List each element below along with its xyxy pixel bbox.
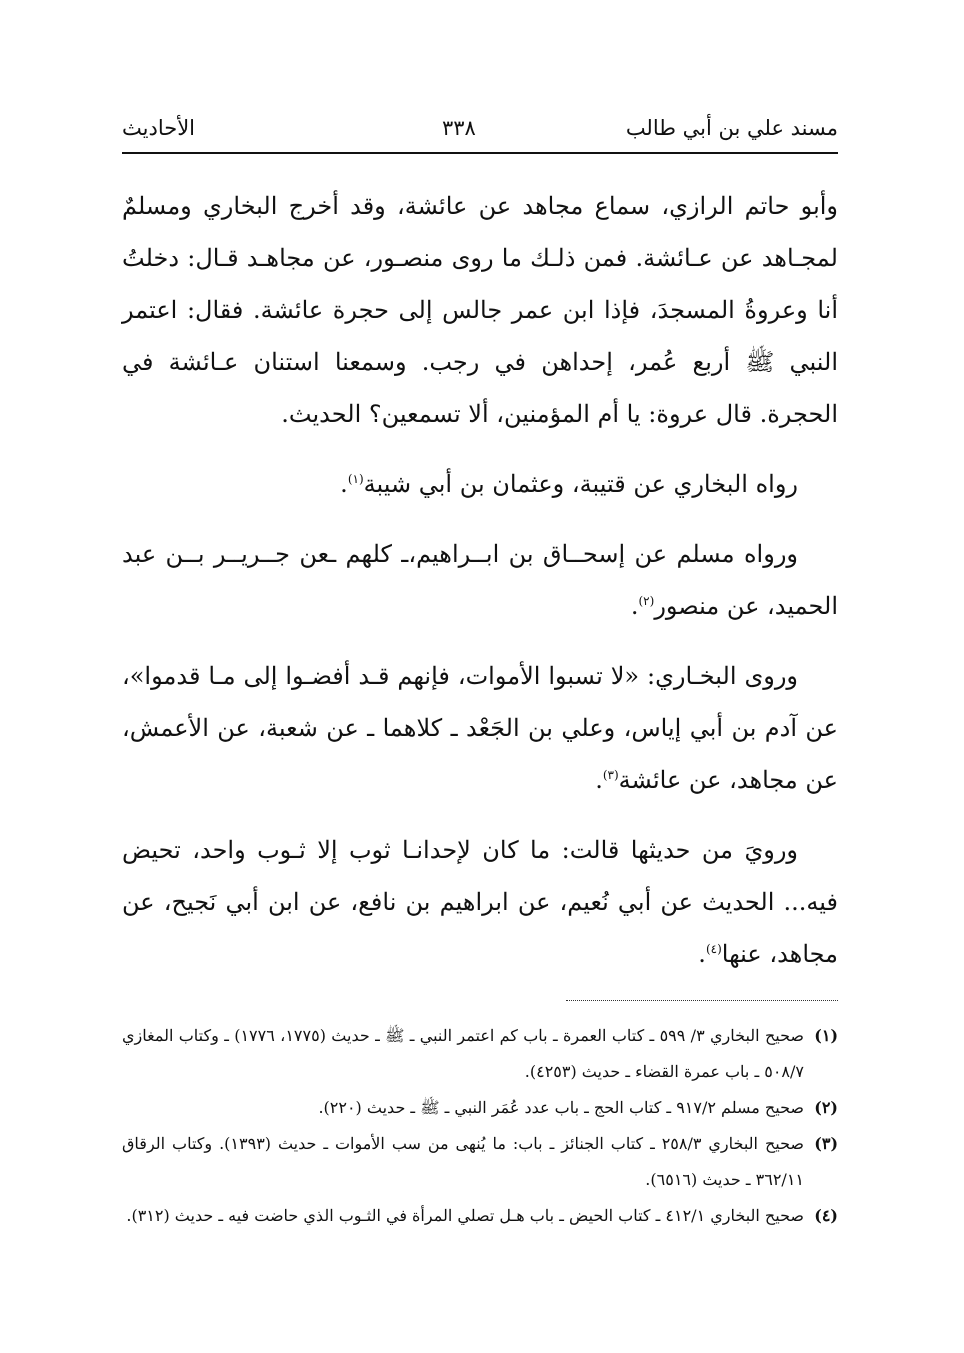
footnote-text: صحيح البخاري ٣/ ٥٩٩ ـ كتاب العمرة ـ باب كم اعتمر النبي ـ ﷺ ـ حديث (١٧٧٥، ١٧٧٦) ـ وكتاب المغازي ٥٠٨/٧ ـ باب عمرة القضاء ـ حديث (٤٢٥٣). [122, 1026, 805, 1081]
footnote-text: صحيح مسلم ٩١٧/٢ ـ كتاب الحج ـ باب عدد عُمَر النبي ـ ﷺ ـ حديث (٢٢٠). [318, 1098, 804, 1117]
main-text [122, 180, 838, 998]
footnote-3 [122, 1126, 838, 1198]
paragraph-text: وأبو حاتم الرازي، سماع مجاهد عن عائشة، وقد أخرج البخاري ومسلمٌ لمجـاهد عن عـائشة. فمن ذلـك ما روى منصـور، عن مجاهـد قـال: دخلتُ أنا وعروةُ المسجدَ، فإذا ابن عمر جالس إلى حجرة عائشة. فقال: اعتمر النبي ﷺ أربع عُمر، إحداهن في رجب. وسمعنا استنان عـائشة في الحجرة. قال عروة: يا أم المؤمنين، ألا تسمعين؟ الحديث. [122, 192, 838, 428]
paragraph-text: رواه البخاري عن قتيبة، وعثمان بن أبي شيبة [363, 470, 798, 498]
paragraph-tail: . [630, 592, 639, 620]
footnote-ref-1[interactable]: (١) [347, 472, 364, 486]
footnote-text: صحيح البخاري ٢٥٨/٣ ـ كتاب الجنائز ـ باب: ما يُنهى من سب الأموات ـ حديث (١٣٩٣). وكتاب الرقاق ٣٦٢/١١ ـ حديث (٦٥١٦). [122, 1134, 805, 1189]
header-rule [122, 152, 838, 154]
footnotes [122, 1018, 838, 1234]
footnote-separator [566, 1000, 838, 1001]
paragraph-3 [122, 528, 838, 632]
paragraph-text: وروى البخـاري: «لا تسبوا الأموات، فإنهم قـد أفضـوا إلى مـا قدموا»، عن آدم بن أبي إياس، وعلي بن الجَعْد ـ كلاهما ـ عن شعبة، عن الأعمش، عن مجاهد، عن عائشة [122, 662, 838, 794]
running-header [122, 110, 838, 152]
footnote-number: (٢) [814, 1098, 838, 1117]
footnote-text: صحيح البخاري ٤١٢/١ ـ كتاب الحيض ـ باب هـل تصلي المرأة في الثـوب الذي حاضت فيه ـ حديث (٣١٢). [126, 1206, 804, 1225]
paragraph-text: ورواه مسلم عن إسحــاق بن ابــراهيم،ـ كلهم ـعن جــريــر بــن عبد الحميد، عن منصور [122, 540, 838, 620]
paragraph-1 [122, 180, 838, 440]
paragraph-tail: . [595, 766, 603, 794]
book-title: مسند علي بن أبي طالب [625, 116, 838, 140]
page-number: ٣٣٨ [442, 116, 476, 140]
footnote-number: (٤) [814, 1206, 838, 1225]
footnote-ref-3[interactable]: (٣) [602, 768, 619, 782]
paragraph-2 [122, 458, 838, 510]
paragraph-tail: . [698, 940, 706, 968]
paragraph-text: ورويَ من حديثها قالت: ما كان لإحدانـا ثوب إلا ثـوب واحد، تحيض فيه... الحديث عن أبي نُعيم، عن ابراهيم بن نافع، عن ابن أبي نَجيح، عن مجاهد، عنها [122, 836, 838, 968]
paragraph-5 [122, 824, 838, 980]
paragraph-4 [122, 650, 838, 806]
footnote-number: (٣) [814, 1134, 839, 1153]
paragraph-tail: . [340, 470, 348, 498]
footnote-ref-4[interactable]: (٤) [705, 942, 722, 956]
footnote-1 [122, 1018, 838, 1090]
footnote-4 [122, 1198, 838, 1234]
footnote-number: (١) [814, 1026, 839, 1045]
footnote-2 [122, 1090, 838, 1126]
section-title: الأحاديث [122, 116, 196, 140]
footnote-ref-2[interactable]: (٢) [638, 594, 655, 608]
